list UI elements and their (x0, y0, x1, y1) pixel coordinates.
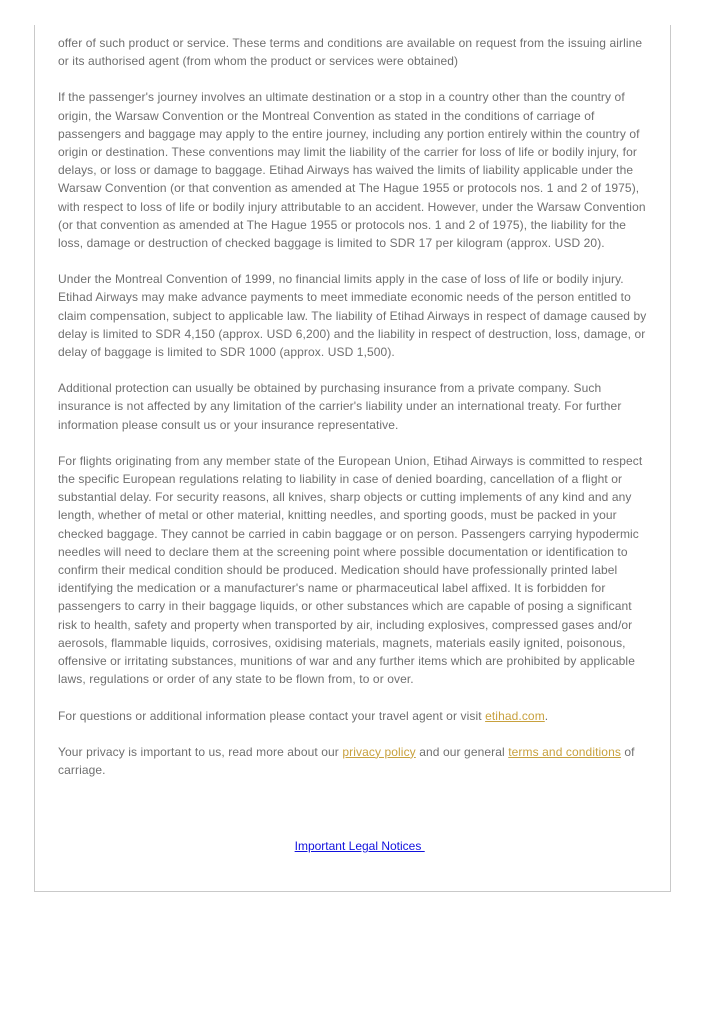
paragraph-additional-protection: Additional protection can usually be obtained by purchasing insurance from a private company. Such insurance is not affected by any limitation of the carrier's liability under an international treaty. For further information please consult us or your insurance representative. (58, 381, 622, 432)
privacy-text-3: of carriage. (58, 744, 635, 777)
terms-and-conditions-link[interactable]: terms and conditions (508, 744, 621, 759)
paragraph-product-terms: offer of such product or service. These terms and conditions are available on request from the issuing airline or its authorised agent (from whom the product or services were obtained) (58, 36, 643, 69)
paragraph-warsaw-convention: If the passenger's journey involves an ultimate destination or a stop in a country other than the country of origin, the Warsaw Convention or the Montreal Convention as stated in the conditions of carriage of passengers and baggage may apply to the entire journey, including any portion entirely within the country of origin or destination. These conventions may limit the liability of the carrier for loss of life or bodily injury, for delays, or loss or damage to baggage. Etihad Airways has waived the limits of liability applicable under the Warsaw Convention (or that convention as amended at The Hague 1955 or protocols nos. 1 and 2 of 1975), with respect to loss of life or bodily injury attributable to an accident. However, under the Warsaw Convention (or that convention as amended at The Hague 1955 or protocols nos. 1 and 2 of 1975), the liability for the loss, damage or destruction of checked baggage is limited to SDR 17 per kilogram (approx. USD 20). (58, 90, 646, 251)
paragraph-montreal-convention: Under the Montreal Convention of 1999, no financial limits apply in the case of loss of life or bodily injury. Etihad Airways may make advance payments to meet immediate economic needs of the person entitled to claim compensation, subject to applicable law. The liability of Etihad Airways in respect of damage caused by delay is limited to SDR 4,150 (approx. USD 6,200) and the liability in respect of destruction, loss, damage, or delay of baggage is limited to SDR 1000 (approx. USD 1,500). (58, 272, 647, 360)
contact-text-before: For questions or additional information please contact your travel agent or visit (58, 708, 486, 723)
page (0, 25, 706, 1025)
privacy-policy-link[interactable]: privacy policy (342, 744, 416, 759)
important-legal-notices-link[interactable]: Important Legal Notices (294, 839, 425, 854)
etihad-com-link[interactable]: etihad.com (485, 708, 545, 723)
contact-text-after: . (544, 708, 549, 723)
paragraph-contact (58, 707, 648, 725)
privacy-text-2: and our general (415, 744, 509, 759)
paragraph-privacy (58, 743, 648, 779)
privacy-text-1: Your privacy is important to us, read more about our (58, 744, 343, 759)
paragraph-eu-regulations: For flights originating from any member state of the European Union, Etihad Airways is committed to respect the specific European regulations relating to liability in case of denied boarding, cancellation of a flight or substantial delay. For security reasons, all knives, sharp objects or cutting implements of any kind and any length, whether of metal or other material, knitting needles, and sporting goods, must be packed in your checked baggage. They cannot be carried in cabin baggage or on person. Passengers carrying hypodermic needles will need to declare them at the screening point where possible documentation or identification to confirm their medical condition should be produced. Medication should have professionally printed label identifying the medication or a manufacturer's name or pharmaceutical label affixed. It is forbidden for passengers to carry in their baggage liquids, or other substances which are capable of posing a significant risk to health, safety and property when transported by air, including explosives, compressed gases and/or aerosols, flammable liquids, corrosives, oxidising materials, magnets, materials easily ignited, poisonous, offensive or irritating substances, munitions of war and any further items which are prohibited by applicable laws, regulations or order of any state to be flown from, to or over. (58, 453, 643, 687)
legal-notices-row (58, 819, 648, 873)
terms-and-conditions-document (34, 25, 671, 892)
